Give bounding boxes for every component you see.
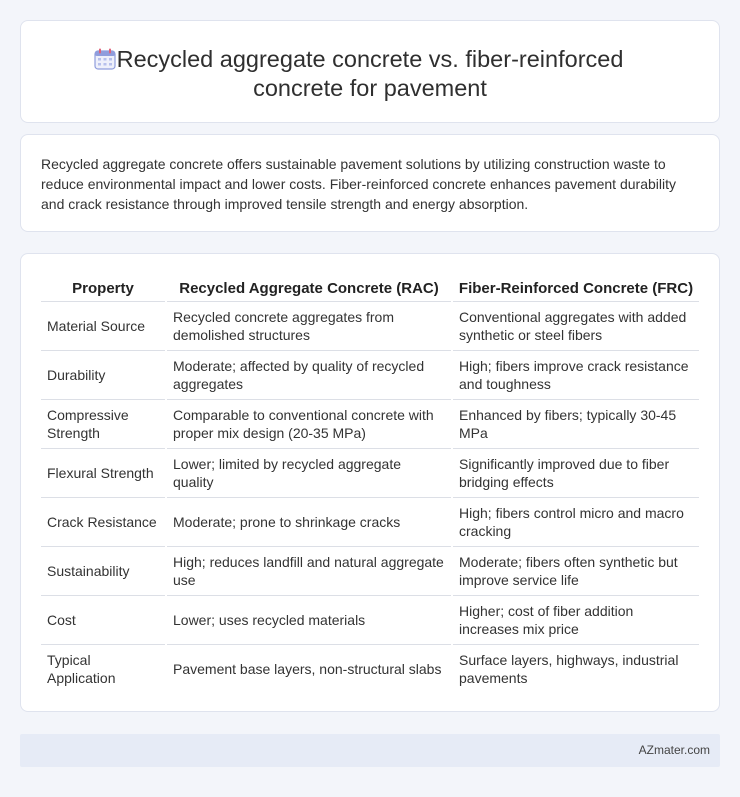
table-row [41,448,699,497]
table-cell: Recycled concrete aggregates from demolished structures [166,301,452,350]
table-cell: Lower; uses recycled materials [166,595,452,644]
table-cell: Conventional aggregates with added synthetic or steel fibers [452,301,699,350]
table-cell: High; reduces landfill and natural aggregate use [166,546,452,595]
table-cell: Higher; cost of fiber addition increases mix price [452,595,699,644]
table-row [41,644,699,693]
table-cell: High; fibers improve crack resistance and toughness [452,350,699,399]
table-cell: Lower; limited by recycled aggregate quality [166,448,452,497]
table-cell: Crack Resistance [41,497,166,546]
footer-bar [20,734,720,767]
table-row [41,301,699,350]
column-header: Recycled Aggregate Concrete (RAC) [166,276,452,301]
table-row [41,350,699,399]
table-cell: Moderate; fibers often synthetic but improve service life [452,546,699,595]
table-cell: Pavement base layers, non-structural slabs [166,644,452,693]
table-cell: High; fibers control micro and macro cracking [452,497,699,546]
table-cell: Moderate; affected by quality of recycled aggregates [166,350,452,399]
table-cell: Durability [41,350,166,399]
table-row [41,399,699,448]
table-cell: Flexural Strength [41,448,166,497]
table-row [41,546,699,595]
table-cell: Compressive Strength [41,399,166,448]
intro-card [20,134,720,232]
column-header: Property [41,276,166,301]
table-cell: Enhanced by fibers; typically 30-45 MPa [452,399,699,448]
column-header: Fiber-Reinforced Concrete (FRC) [452,276,699,301]
table-row [41,497,699,546]
table-cell: Surface layers, highways, industrial pavements [452,644,699,693]
title-card [20,20,720,123]
table-cell: Cost [41,595,166,644]
table-cell: Sustainability [41,546,166,595]
table-header-row [41,276,699,301]
table-cell: Material Source [41,301,166,350]
intro-paragraph: Recycled aggregate concrete offers sustainable pavement solutions by utilizing construction waste to reduce environmental impact and lower costs. Fiber-reinforced concrete enhances pavement durability and crack resistance through improved tensile strength and energy absorption. [41,156,676,212]
comparison-table-card [20,253,720,712]
table-cell: Typical Application [47,651,116,686]
comparison-table [41,276,699,693]
table-cell: Moderate; prone to shrinkage cracks [166,497,452,546]
footer-site-label: AZmater.com [638,743,710,757]
table-cell: Comparable to conventional concrete with proper mix design (20-35 MPa) [166,399,452,448]
table-row [41,595,699,644]
page-title: Recycled aggregate concrete vs. fiber-reinforced concrete for pavement [116,46,624,101]
table-cell: Significantly improved due to fiber bridging effects [452,448,699,497]
